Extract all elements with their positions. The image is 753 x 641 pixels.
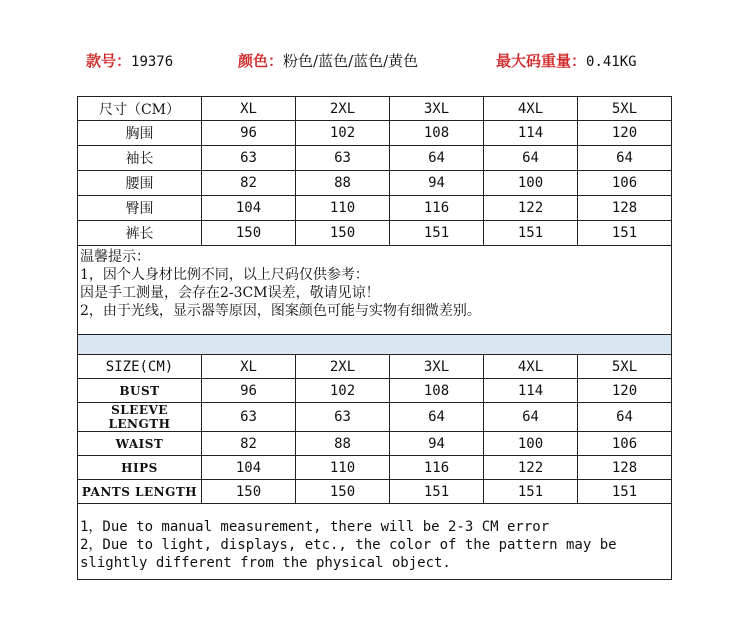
table-cell: 96 (202, 121, 296, 146)
color-info (238, 50, 418, 71)
table-cell: 151 (484, 221, 578, 246)
size-col-2xl: 2XL (296, 97, 390, 121)
color-value: 粉色/蓝色/蓝色/黄色 (283, 52, 419, 70)
table-cell: 82 (202, 171, 296, 196)
table-cell: 63 (202, 403, 296, 432)
notes-row-cn (78, 246, 672, 335)
note-line: 1，因个人身材比例不同，以上尺码仅供参考： (80, 267, 369, 283)
table-cell: 102 (296, 379, 390, 403)
notes-cell-en (78, 504, 672, 580)
style-number (86, 50, 173, 71)
note-line: 1，Due to manual measurement, there will be 2-3 CM error (80, 519, 550, 535)
table-cell: 151 (578, 221, 672, 246)
notes-cell-cn (78, 246, 672, 335)
table-cell: 151 (578, 480, 672, 504)
size-header-cell: SIZE(CM) (78, 355, 202, 379)
row-label-bust: 胸围 (78, 121, 202, 146)
table-cell: 63 (202, 146, 296, 171)
row-label-hips: HIPS (78, 456, 202, 480)
table-cell: 151 (484, 480, 578, 504)
table-cell: 106 (578, 432, 672, 456)
table-cell: 88 (296, 432, 390, 456)
note-line: slightly different from the physical object. (80, 555, 451, 571)
table-cell: 150 (296, 221, 390, 246)
table-cell: 128 (578, 456, 672, 480)
table-cell: 96 (202, 379, 296, 403)
table-cell: 120 (578, 121, 672, 146)
table-cell: 110 (296, 196, 390, 221)
style-number-value: 19376 (131, 54, 174, 70)
table-cell: 116 (390, 196, 484, 221)
note-line: 2，由于光线，显示器等原因，图案颜色可能与实物有细微差别。 (80, 303, 481, 319)
separator-band (78, 335, 672, 355)
note-line: 2，Due to light, displays, etc., the color of the pattern may be (80, 537, 617, 553)
table-cell: 104 (202, 456, 296, 480)
table-cell: 82 (202, 432, 296, 456)
table-cell: 100 (484, 171, 578, 196)
size-col-3xl: 3XL (390, 97, 484, 121)
row-label-bust: BUST (78, 379, 202, 403)
product-header (0, 50, 753, 74)
table-cell: 151 (390, 480, 484, 504)
weight-info (496, 50, 637, 71)
table-row (78, 379, 672, 403)
table-cell: 63 (296, 146, 390, 171)
table-cell: 106 (578, 171, 672, 196)
table-row (78, 121, 672, 146)
table-cell: 150 (202, 480, 296, 504)
size-col-xl: XL (202, 97, 296, 121)
weight-value: 0.41KG (586, 54, 637, 70)
table-cell: 122 (484, 456, 578, 480)
note-line: 因是手工测量，会存在2-3CM误差，敬请见谅！ (80, 285, 380, 301)
table-row (78, 480, 672, 504)
table-cell: 88 (296, 171, 390, 196)
size-header-cell: 尺寸（CM） (78, 97, 202, 121)
table-cell: 128 (578, 196, 672, 221)
notes-row-en (78, 504, 672, 580)
table-cell: 94 (390, 171, 484, 196)
row-label-sleeve: SLEEVE LENGTH (78, 403, 202, 432)
notes-title: 温馨提示： (80, 249, 150, 265)
size-col-3xl: 3XL (390, 355, 484, 379)
table-cell: 64 (578, 146, 672, 171)
table-cell: 110 (296, 456, 390, 480)
size-col-4xl: 4XL (484, 97, 578, 121)
table-cell: 100 (484, 432, 578, 456)
row-label-pants-length: PANTS LENGTH (78, 480, 202, 504)
weight-label: 最大码重量： (496, 52, 587, 70)
table-cell: 102 (296, 121, 390, 146)
table-header-row (78, 97, 672, 121)
table-row (78, 221, 672, 246)
table-row (78, 146, 672, 171)
table-row (78, 403, 672, 432)
table-cell: 150 (202, 221, 296, 246)
table-row (78, 171, 672, 196)
table-cell: 150 (296, 480, 390, 504)
size-col-5xl: 5XL (578, 97, 672, 121)
table-cell: 64 (578, 403, 672, 432)
table-cell: 63 (296, 403, 390, 432)
row-label-hips: 臀围 (78, 196, 202, 221)
size-col-2xl: 2XL (296, 355, 390, 379)
size-col-4xl: 4XL (484, 355, 578, 379)
table-cell: 64 (390, 146, 484, 171)
table-header-row (78, 355, 672, 379)
color-label: 颜色： (238, 52, 284, 70)
style-number-label: 款号： (86, 52, 132, 70)
size-table-en (77, 354, 672, 580)
table-cell: 122 (484, 196, 578, 221)
row-label-waist: 腰围 (78, 171, 202, 196)
row-label-waist: WAIST (78, 432, 202, 456)
table-row (78, 196, 672, 221)
table-cell: 64 (390, 403, 484, 432)
table-cell: 114 (484, 379, 578, 403)
table-cell: 114 (484, 121, 578, 146)
table-cell: 151 (390, 221, 484, 246)
table-cell: 64 (484, 403, 578, 432)
table-cell: 120 (578, 379, 672, 403)
table-cell: 94 (390, 432, 484, 456)
table-cell: 108 (390, 379, 484, 403)
size-table-cn (77, 96, 672, 355)
table-cell: 104 (202, 196, 296, 221)
size-col-5xl: 5XL (578, 355, 672, 379)
table-cell: 116 (390, 456, 484, 480)
row-label-pants-length: 裤长 (78, 221, 202, 246)
table-row (78, 456, 672, 480)
table-row (78, 432, 672, 456)
row-label-sleeve: 袖长 (78, 146, 202, 171)
separator-row (78, 335, 672, 355)
table-cell: 108 (390, 121, 484, 146)
size-col-xl: XL (202, 355, 296, 379)
table-cell: 64 (484, 146, 578, 171)
